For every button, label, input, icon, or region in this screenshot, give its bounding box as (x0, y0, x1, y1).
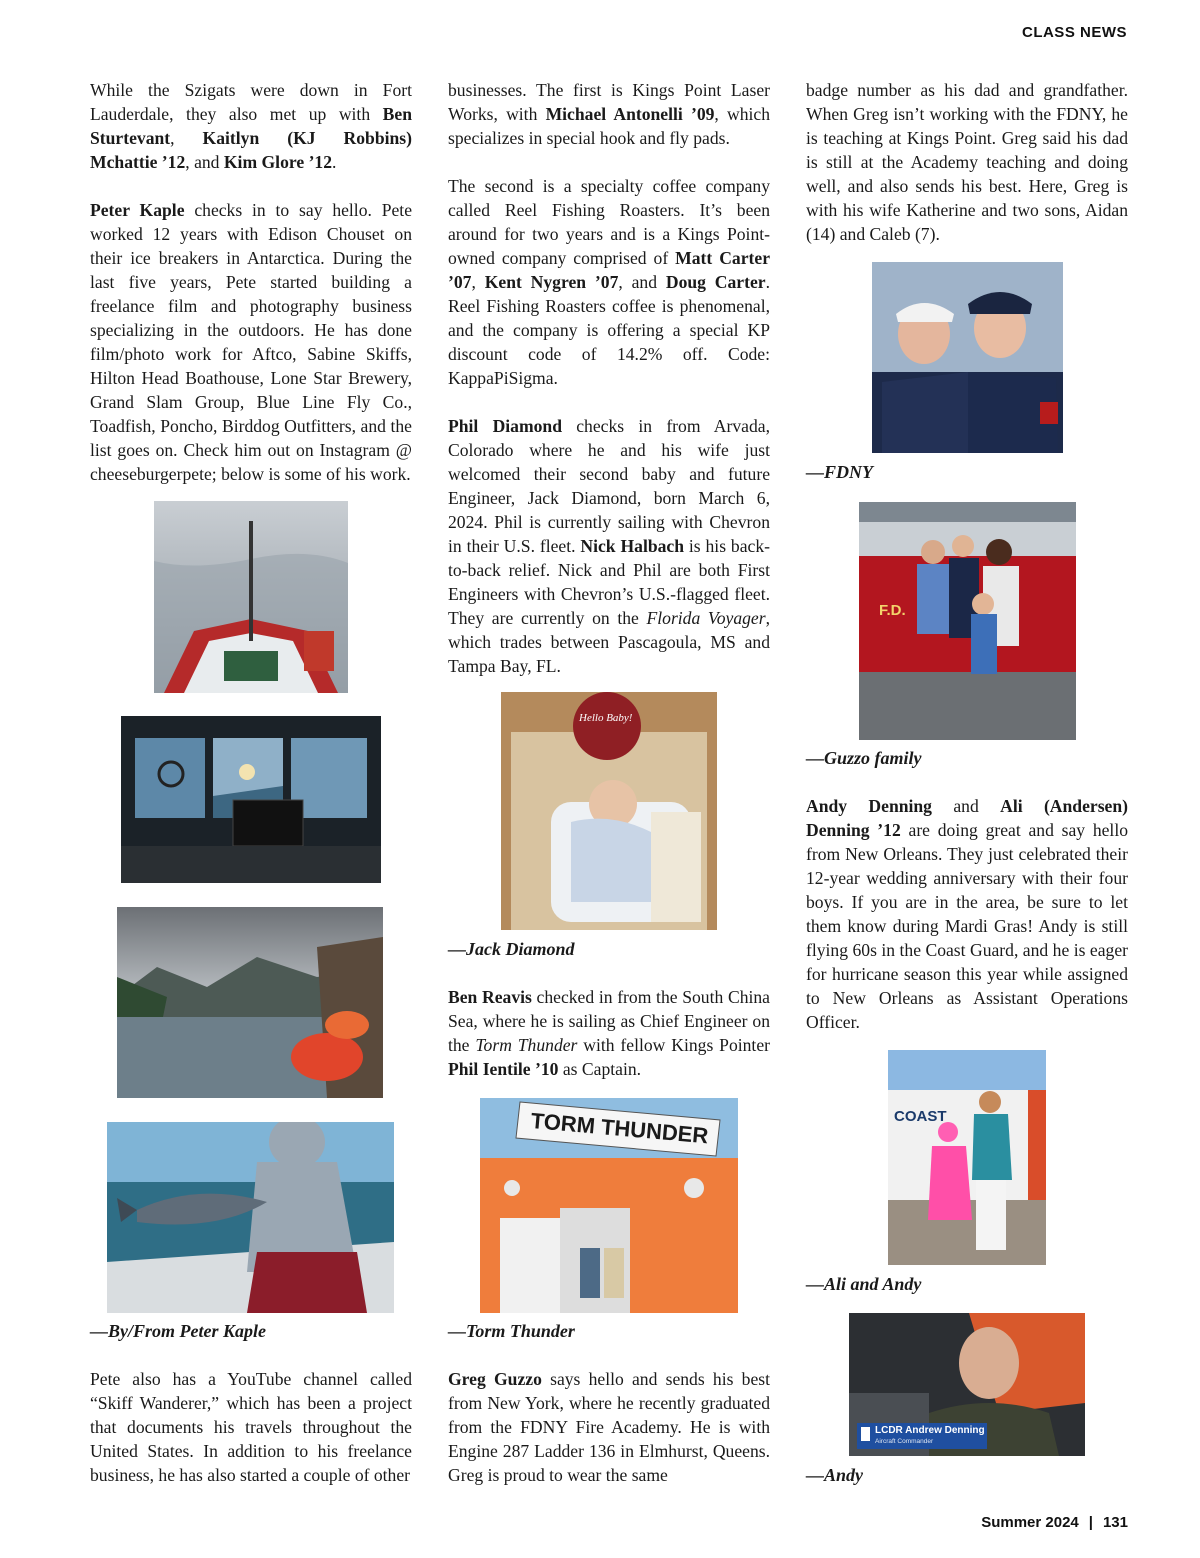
photo-fdny-father-son (872, 262, 1063, 453)
photo-baby-jack (501, 692, 717, 930)
photo-bridge-window (121, 716, 381, 883)
uscg-emblem-icon (861, 1427, 870, 1441)
photo-torm-thunder (480, 1098, 738, 1313)
caption-fdny: —FDNY (806, 462, 873, 482)
photo-ship-bow-ice (154, 501, 348, 693)
torm-thunder-sign: TORM THUNDER (529, 1108, 710, 1149)
paragraph-greg-badge: badge number as his dad and grandfather. When Greg isn’t working with the FDNY, he is teaching at Kings Point. Greg said his dad is still at the Academy teaching and doing well, and also sends his best. Here, Greg is with his wife Katherine and two sons, Aidan (14) and Caleb (7). (806, 80, 1128, 244)
section-label: CLASS NEWS (1021, 24, 1127, 41)
caption-peter-kaple: —By/From Peter Kaple (90, 1321, 266, 1341)
column-1-lower (90, 1367, 412, 1511)
caption-guzzo-family: —Guzzo family (806, 748, 922, 768)
column-2-lower (448, 1367, 770, 1511)
paragraph-skiff-wanderer: Pete also has a YouTube channel called “Skiff Wanderer,” which has been a project that documents his travels throughout the United States. In addition to his freelance business, he has also started a couple of other (90, 1369, 412, 1485)
issue-label: Summer 2024 (981, 1514, 1079, 1531)
lower-third-title: Aircraft Commander (875, 1438, 934, 1445)
column-2-middle (448, 985, 770, 1105)
caption-jack-diamond: —Jack Diamond (448, 939, 575, 959)
photo-andy-interview (849, 1313, 1085, 1456)
paragraph-andy-denning: Andy Denning and Ali (Andersen) Denning ’12 are doing great and say hello from New Orleans. They just celebrated their 12-year wedding anniversary with their four boys. If you are in the area, be sure to let them know during Mardi Gras! Andy is still flying 60s in the Coast Guard, and he is eager for hurricane season this year while assigned to New Orleans as Assistant Operations Officer. (806, 796, 1129, 1032)
baby-sign-text: Hello Baby! (579, 712, 633, 724)
paragraph-reel-fishing: The second is a specialty coffee company called Reel Fishing Roasters. It’s been around for two years and is a Kings Point-owned company comprised of Matt Carter ’07, Kent Nygren ’07, and Doug Carter. Reel Fishing Roasters coffee is phenomenal, and the company is offering a special KP discount code of 14.2% off. Code: KappaPiSigma. (448, 176, 770, 388)
truck-lettering: F.D. (879, 602, 906, 619)
lower-third-bar (857, 1423, 987, 1449)
caption-ali-and-andy: —Ali and Andy (806, 1274, 922, 1294)
column-1 (90, 78, 412, 510)
paragraph-laser-works: businesses. The first is Kings Point Laser Works, with Michael Antonelli ’09, which specializes in special hook and fly pads. (448, 80, 771, 148)
page-number: 131 (1102, 1514, 1128, 1531)
footer-separator: | (1088, 1514, 1093, 1531)
caption-andy: —Andy (806, 1465, 864, 1485)
column-3-middle (806, 794, 1128, 1058)
paragraph-phil-diamond: Phil Diamond checks in from Arvada, Colorado where he and his wife just welcomed their second baby and future Engineer, Jack Diamond, born March 6, 2024. Phil is currently sailing with Chevron in their U.S. fleet. Nick Halbach is his back-to-back relief. Nick and Phil are both First Engineers with Chevron’s U.S.-flagged fleet. They are currently on the Florida Voyager, which trades between Pascagoula, MS and Tampa Bay, FL. (448, 416, 770, 676)
coast-guard-lettering: COAST (894, 1108, 947, 1125)
lower-third-name: LCDR Andrew Denning (875, 1425, 985, 1436)
paragraph-peter-kaple: Peter Kaple checks in to say hello. Pete worked 12 years with Edison Chouset on their ice breakers in Antarctica. During the last five years, Pete started building a freelance film and photography business specializing in the outdoors. He has done film/photo work for Aftco, Sabine Skiffs, Hilton Head Boathouse, Lone Star Brewery, Grand Slam Group, Blue Line Fly Co., Toadfish, Poncho, Birddog Outfitters, and the list goes on. Check him out on Instagram @ cheeseburgerpete; below is some of his work. (90, 200, 413, 484)
column-3 (806, 78, 1128, 270)
paragraph-greg-guzzo: Greg Guzzo says hello and sends his best from New York, where he recently graduated from the FDNY Fire Academy. He is with Engine 287 Ladder 136 in Elmhurst, Queens. Greg is proud to wear the same (448, 1369, 770, 1485)
page-footer (981, 1514, 1128, 1531)
paragraph-szigats: While the Szigats were down in Fort Lauderdale, they also met up with Ben Sturtevant, Kaitlyn (KJ Robbins) Mchattie ’12, and Kim Glore ’12. (90, 80, 413, 172)
photo-guzzo-family (859, 502, 1076, 740)
paragraph-ben-reavis: Ben Reavis checked in from the South China Sea, where he is sailing as Chief Engineer on the Torm Thunder with fellow Kings Pointer Phil Ientile ’10 as Captain. (448, 987, 770, 1079)
photo-angler-tuna (107, 1122, 394, 1313)
column-2 (448, 78, 770, 702)
photo-fjord-lifeboat (117, 907, 383, 1098)
caption-torm-thunder: —Torm Thunder (448, 1321, 575, 1341)
photo-ali-and-andy (888, 1050, 1046, 1265)
